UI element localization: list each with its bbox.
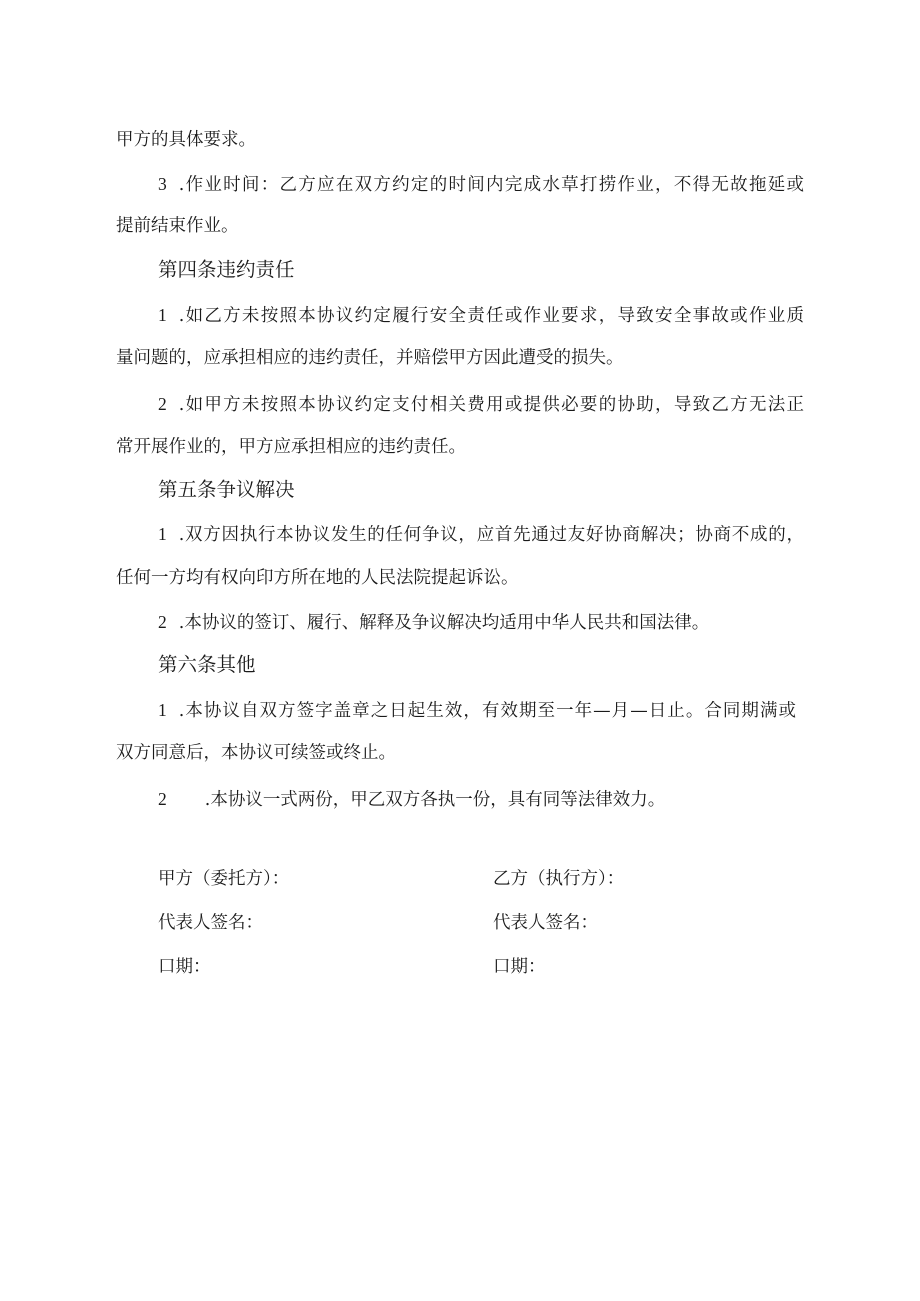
paragraph-text: 量问题的，应承担相应的违约责任，并赔偿甲方因此遭受的损失。 (116, 348, 624, 368)
section-heading-dispute: 第五条争议解决 (158, 478, 295, 501)
paragraph-first-line (158, 610, 709, 635)
section-heading-breach: 第四条违约责任 (158, 258, 295, 281)
item-number: 2 (158, 394, 167, 414)
paragraph-text: 任何一方均有权向印方所在地的人民法院提起诉讼。 (116, 568, 519, 588)
paragraph-text: .本协议的签订、履行、解释及争议解决均适用中华人民共和国法律。 (178, 613, 710, 633)
paragraph-text: 常开展作业的，甲方应承担相应的违约责任。 (116, 437, 466, 457)
item-number: 1 (158, 524, 167, 544)
paragraph-text: .双方因执行本协议发生的任何争议，应首先通过友好协商解决；协商不成的， (178, 525, 804, 545)
paragraph-text: .如甲方未按照本协议约定支付相关费用或提供必要的协助，导致乙方无法正 (178, 395, 804, 415)
paragraph-text: 提前结束作业。 (116, 216, 239, 236)
party-b-date: 口期： (493, 957, 546, 977)
paragraph-first-line (158, 392, 804, 417)
paragraph-first-line (158, 522, 804, 547)
paragraph-text: 双方同意后，本协议可续签或终止。 (116, 743, 396, 763)
party-a-representative-signature: 代表人签名： (158, 913, 263, 933)
paragraph-text: 甲方的具体要求。 (116, 130, 256, 150)
paragraph-text: .本协议一式两份，甲乙双方各执一份，具有同等法律效力。 (204, 790, 666, 810)
paragraph-first-line (158, 172, 804, 197)
party-a-label: 甲方（委托方）： (158, 869, 290, 889)
paragraph-first-line (158, 698, 796, 723)
party-b-label: 乙方（执行方）： (493, 869, 625, 889)
section-heading-other: 第六条其他 (158, 653, 256, 676)
item-number: 3 (158, 174, 167, 194)
item-number: 1 (158, 305, 167, 325)
paragraph-text: .如乙方未按照本协议约定履行安全责任或作业要求，导致安全事故或作业质 (178, 306, 804, 326)
paragraph-first-line (158, 787, 665, 812)
paragraph-first-line (158, 303, 804, 328)
paragraph-text: .作业时间：乙方应在双方约定的时间内完成水草打捞作业，不得无故拖延或 (178, 175, 804, 195)
item-number: 2 (158, 789, 167, 809)
item-number: 1 (158, 700, 167, 720)
item-number: 2 (158, 612, 167, 632)
party-b-representative-signature: 代表人签名： (493, 913, 598, 933)
paragraph-text: .本协议自双方签字盖章之日起生效，有效期至一年—月—日止。合同期满或 (178, 701, 796, 721)
party-a-date: 口期： (158, 957, 211, 977)
